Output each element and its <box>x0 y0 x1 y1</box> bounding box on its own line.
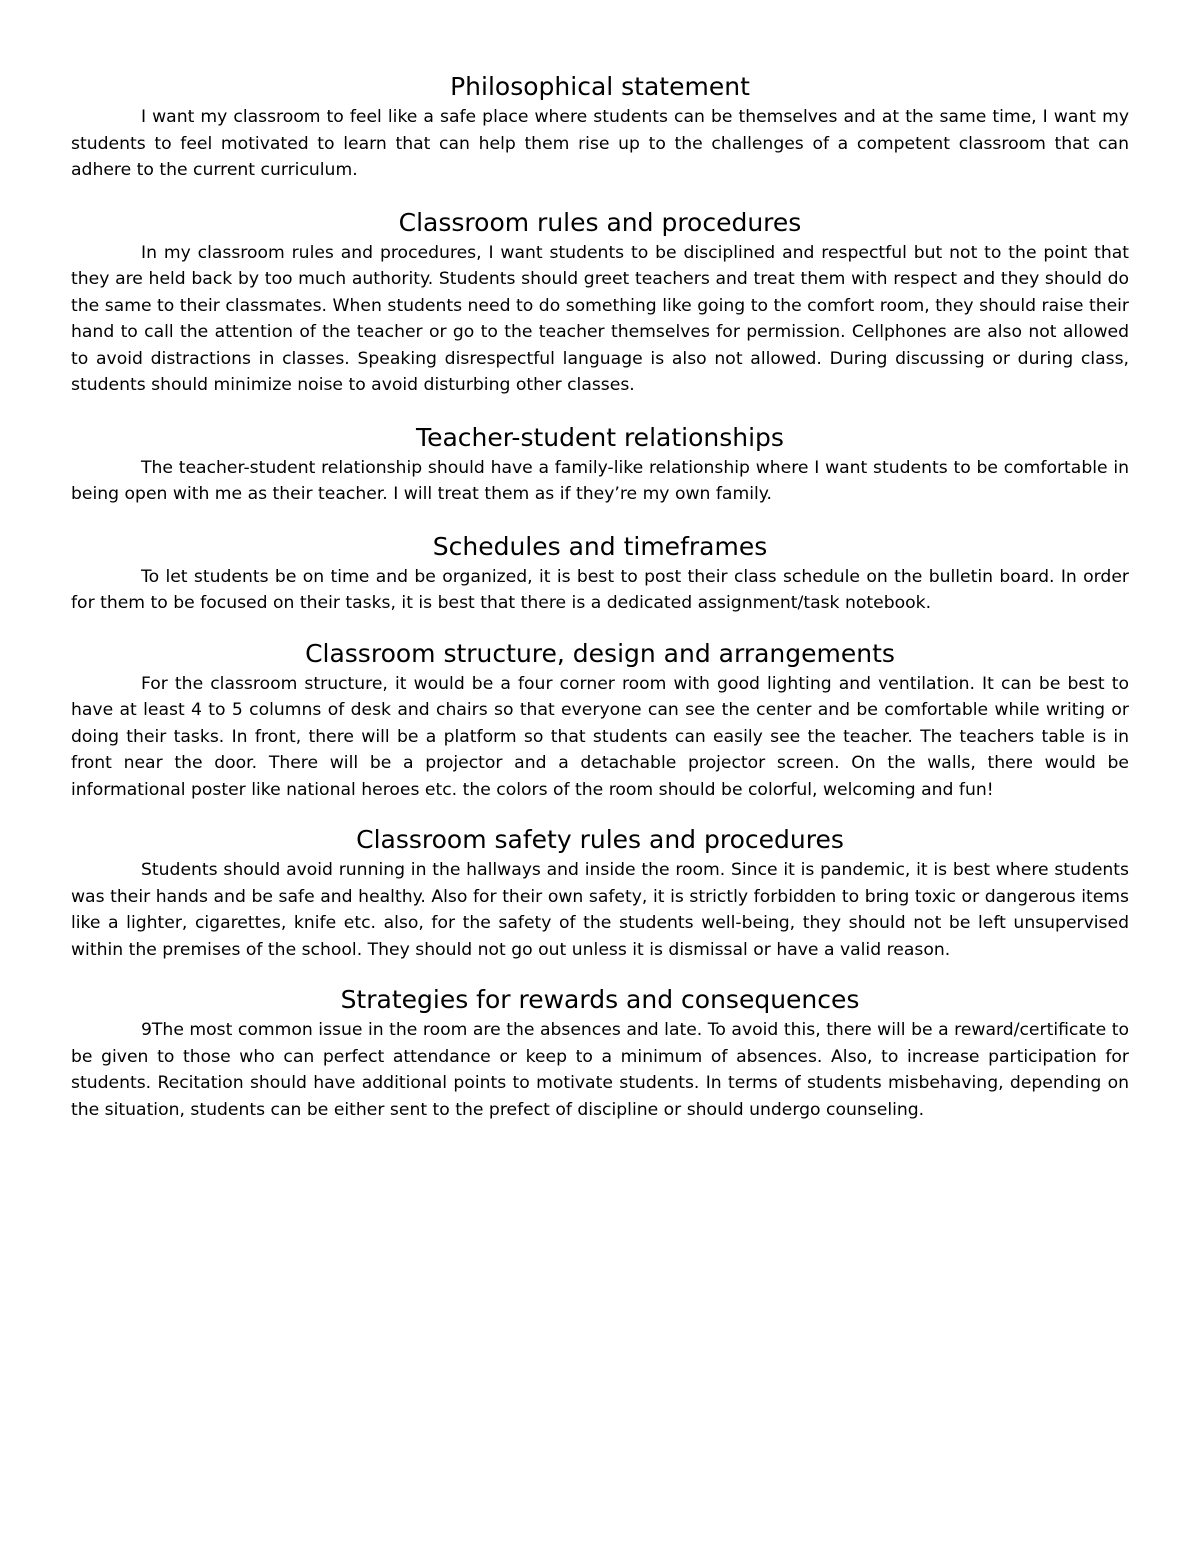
section-body: To let students be on time and be organized, it is best to post their class schedule on the bulletin board. In order for them to be focused on their tasks, it is best that there is a dedicated assignment/task notebook. <box>71 566 1129 613</box>
section-heading: Teacher-student relationships <box>416 422 784 452</box>
section-heading: Classroom safety rules and procedures <box>356 825 844 854</box>
section-heading: Strategies for rewards and consequences <box>340 985 860 1014</box>
section-heading: Philosophical statement <box>450 72 750 101</box>
section-classroom-rules <box>71 206 1129 399</box>
section-heading: Schedules and timeframes <box>432 531 768 561</box>
section-classroom-structure <box>71 637 1129 804</box>
section-philosophical-statement <box>71 70 1129 184</box>
section-body: In my classroom rules and procedures, I want students to be disciplined and respectful but not to the point that they are held back by too much authority. Students should greet teachers and treat them with respect and they should do the same to their classmates. When students need to do something like going to the comfort room, they should raise their hand to call the attention of the teacher or go to the teacher themselves for permission. Cellphones are also not allowed to avoid distractions in classes. Speaking disrespectful language is also not allowed. During discussing or during class, students should minimize noise to avoid disturbing other classes. <box>71 242 1129 395</box>
section-body: Students should avoid running in the hallways and inside the room. Since it is pandemic, it is best where students was their hands and be safe and healthy. Also for their own safety, it is strictly forbidden to bring toxic or dangerous items like a lighter, cigarettes, knife etc. also, for the safety of the students well-being, they should not be left unsupervised within the premises of the school. They should not go out unless it is dismissal or have a valid reason. <box>71 860 1129 960</box>
section-rewards-consequences <box>71 983 1129 1123</box>
section-heading: Classroom rules and procedures <box>398 207 802 237</box>
section-schedules-timeframes <box>71 530 1129 617</box>
section-heading: Classroom structure, design and arrangements <box>305 638 895 668</box>
section-teacher-student-relationships <box>71 421 1129 508</box>
section-body: For the classroom structure, it would be a four corner room with good lighting and ventilation. It can be best to have at least 4 to 5 columns of desk and chairs so that everyone can see the center and be comfortable while writing or doing their tasks. In front, there will be a platform so that students can easily see the teacher. The teachers table is in front near the door. There will be a projector and a detachable projector screen. On the walls, there would be informational poster like national heroes etc. the colors of the room should be colorful, welcoming and fun! <box>71 673 1129 800</box>
section-body: The teacher-student relationship should have a family-like relationship where I want students to be comfortable in being open with me as their teacher. I will treat them as if they’re my own family. <box>71 457 1129 504</box>
section-body: 9The most common issue in the room are the absences and late. To avoid this, there will be a reward/certificate to be given to those who can perfect attendance or keep to a minimum of absences. Also, to increase participation for students. Recitation should have additional points to motivate students. In terms of students misbehaving, depending on the situation, students can be either sent to the prefect of discipline or should undergo counseling. <box>71 1020 1129 1120</box>
section-classroom-safety <box>71 823 1129 963</box>
section-body: I want my classroom to feel like a safe place where students can be themselves and at the same time, I want my students to feel motivated to learn that can help them rise up to the challenges of a competent classroom that can adhere to the current curriculum. <box>71 107 1129 180</box>
document-page <box>71 70 1129 1123</box>
